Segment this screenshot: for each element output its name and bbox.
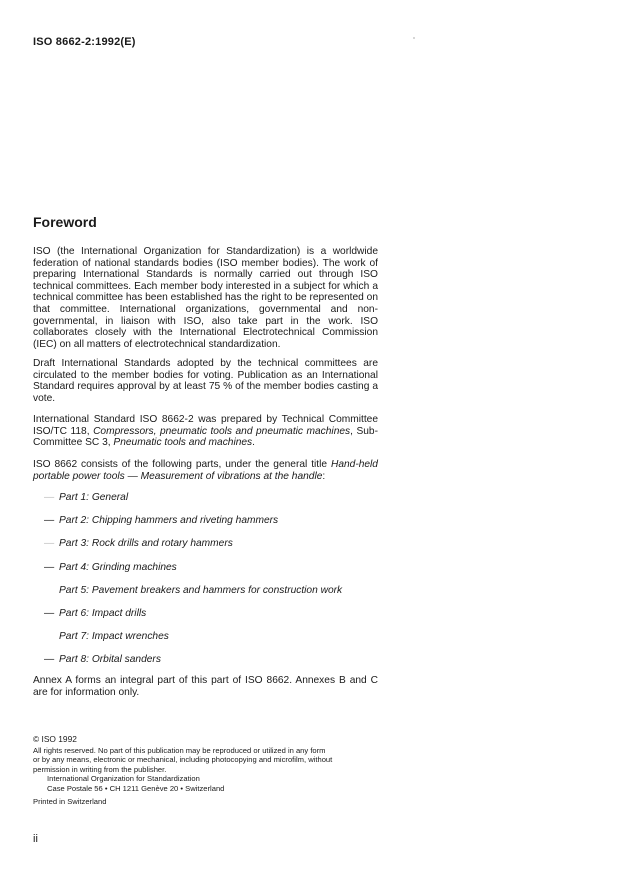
foreword-paragraph-5: Annex A forms an integral part of this part of ISO 8662. Annexes B and C are for information only. (33, 675, 378, 698)
part-label: Part 5: Pavement breakers and hammers for construction work (59, 584, 343, 596)
scan-speck (413, 37, 415, 39)
sc-title: Pneumatic tools and machines (113, 437, 253, 449)
organization-name: International Organization for Standardization (47, 774, 200, 784)
list-item (44, 608, 384, 631)
copyright-notice: © ISO 1992 (33, 734, 77, 744)
foreword-paragraph-4 (33, 459, 378, 482)
list-dash: — (44, 607, 55, 619)
tc-title: Compressors, pneumatic tools and pneumatic machines (93, 425, 351, 437)
series-prefix: ISO 8662 consists of the following parts, under the general title (33, 459, 328, 470)
foreword-paragraph-2: Draft International Standards adopted by the technical committees are circulated to the member bodies for voting. Publication as an International Standard requires approval by at least 75 % of the member bodies casting a vote. (33, 358, 378, 404)
parts-list (44, 492, 384, 678)
copyright-line-1: All rights reserved. No part of this publication may be reproduced or utilized in any form (33, 745, 326, 755)
page-number: ii (33, 833, 38, 845)
part-label: Part 6: Impact drills (59, 607, 147, 619)
foreword-paragraph-1: ISO (the International Organization for Standardization) is a worldwide federation of national standards bodies (ISO member bodies). The work of preparing International Standards is normally carried out through ISO technical committees. Each member body interested in a subject for which a technical committee has been established has the right to be represented on that committee. International organizations, governmental and non-governmental, in liaison with ISO, also take part in the work. ISO collaborates closely with the International Electrotechnical Commission (IEC) on all matters of electrotechnical standardization. (33, 246, 378, 350)
list-item (44, 515, 384, 538)
list-item (44, 562, 384, 585)
list-item (44, 492, 384, 515)
part-label: Part 3: Rock drills and rotary hammers (59, 538, 233, 550)
tc-prefix: International Standard ISO 8662-2 was prepared by Technical Committee ISO/TC 118, (33, 414, 378, 437)
part-label: Part 8: Orbital sanders (59, 654, 161, 666)
part-label: Part 4: Grinding machines (59, 561, 177, 573)
part-label: Part 7: Impact wrenches (59, 631, 169, 643)
foreword-heading: Foreword (33, 214, 97, 230)
list-dash: — (44, 492, 55, 503)
list-dash: — (44, 654, 55, 666)
part-label: Part 1: General (59, 492, 129, 503)
list-dash: — (44, 538, 55, 550)
list-item (44, 538, 384, 561)
document-id: ISO 8662-2:1992(E) (33, 36, 136, 48)
organization-address: Case Postale 56 • CH 1211 Genève 20 • Switzerland (47, 783, 225, 793)
copyright-line-2: or by any means, electronic or mechanical, including photocopying and microfilm, without (33, 755, 333, 765)
series-suffix: : (322, 470, 326, 482)
part-label: Part 2: Chipping hammers and riveting hammers (59, 515, 279, 527)
foreword-paragraph-3 (33, 414, 378, 449)
list-dash: — (44, 515, 55, 527)
sc-middle: , Sub-Committee SC 3, (33, 425, 378, 449)
list-item (44, 585, 384, 608)
list-item (44, 631, 384, 654)
printed-in: Printed in Switzerland (33, 796, 107, 806)
tc-suffix: . (252, 437, 255, 449)
copyright-line-3: permission in writing from the publisher. (33, 764, 167, 774)
copyright-block (33, 735, 378, 806)
list-dash: — (44, 561, 55, 573)
series-general-title: Hand-held portable power tools — Measurement of vibrations at the handle (33, 459, 378, 482)
